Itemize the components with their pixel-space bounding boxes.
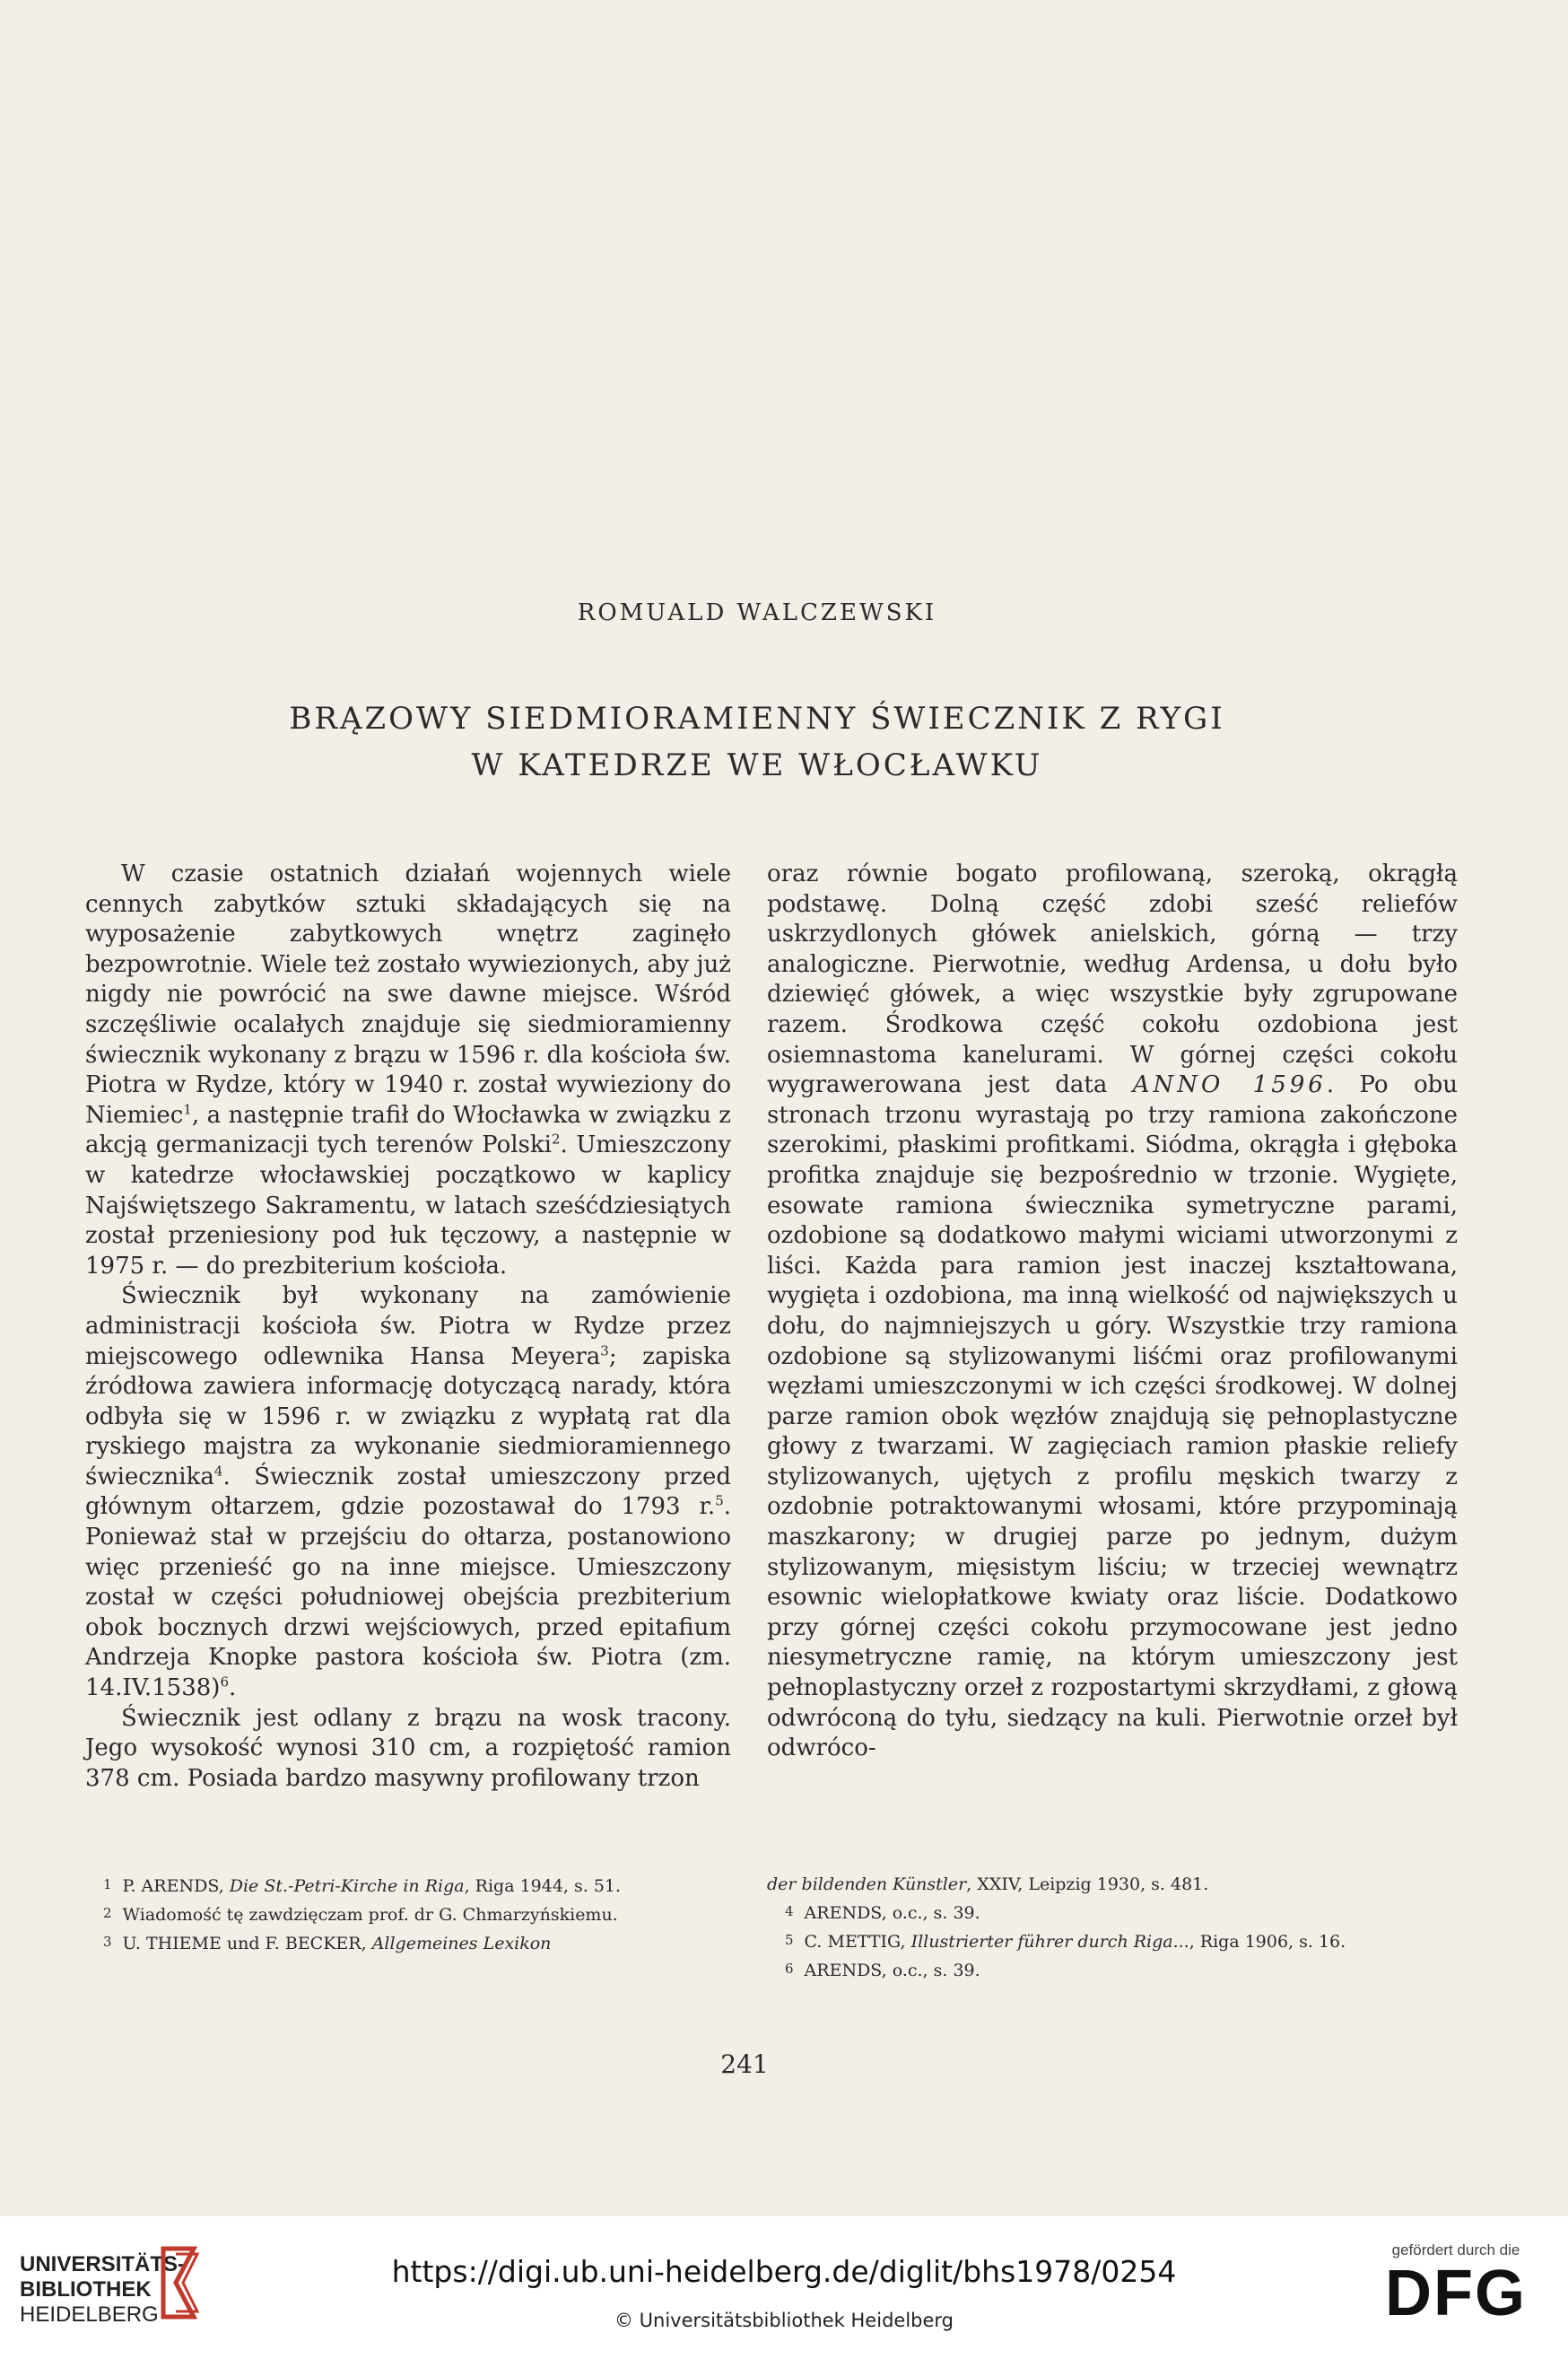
title-line-1: BRĄZOWY SIEDMIORAMIENNY ŚWIECZNIK Z RYGI <box>289 701 1225 737</box>
footnote-ref: 2 <box>551 1131 561 1148</box>
footnotes-left <box>85 1871 731 1957</box>
page-number: 241 <box>720 2049 769 2079</box>
footnote: der bildenden Künstler, XXIV, Leipzig 1930, s. 481. <box>767 1874 1209 1894</box>
footnotes-right <box>767 1871 1458 1984</box>
footnote: 2 Wiadomość tę zawdzięczam prof. dr G. Chmarzyńskiemu. <box>103 1905 618 1925</box>
title-line-2: W KATEDRZE WE WŁOCŁAWKU <box>471 747 1043 783</box>
footnote: 4 ARENDS, o.c., s. 39. <box>785 1903 980 1923</box>
copyright-notice: © Universitätsbibliothek Heidelberg <box>614 2310 954 2331</box>
footnote-ref: 5 <box>715 1492 724 1509</box>
author-name: ROMUALD WALCZEWSKI <box>577 599 937 626</box>
dfg-wordmark: DFG <box>1385 2258 1527 2329</box>
paragraph: W czasie ostatnich działań wojennych wiele cennych zabytków sztuki składających się na wyposażenie zabytkowych wnętrz zaginęło bezpowrotnie. Wiele też zostało wywiezionych, aby już nigdy nie powrócić na swe dawne miejsce. Wśród szczęśliwie ocalałych znajduje się siedmioramienny świecznik wykonany z brązu w 1596 r. dla kościoła św. Piotra w Rydze, który w 1940 r. został wywieziony do Niemiec$^1$, a następnie trafił do Włocławka w związku z akcją germanizacji tych terenów Polski$^2$. Umieszczony w katedrze włocławskiej początkowo w kaplicy Najświętszego Sakramentu, w latach sześćdziesiątych został przeniesiony pod łuk tęczowy, a następnie w 1975 r. — do prezbiterium kościoła. <box>85 861 732 1280</box>
footnote-ref: 4 <box>213 1463 223 1480</box>
footnote: 3 U. THIEME und F. BECKER, Allgemeines Lexikon <box>103 1934 552 1953</box>
article-title <box>0 695 1514 789</box>
footnote: 6 ARENDS, o.c., s. 39. <box>785 1961 980 1980</box>
library-name-line: BIBLIOTHEK <box>20 2277 152 2302</box>
paragraph: Świecznik był wykonany na zamówienie administracji kościoła św. Piotra w Rydze przez miejscowego odlewnika Hansa Meyera$^3$; zapiska źródłowa zawiera informację dotyczącą narady, która odbyła się w 1596 r. w związku z wypłatą rat dla ryskiego majstra za wykonanie siedmioramiennego świecznika$^4$. Świecznik został umieszczony przed głównym ołtarzem, gdzie pozostawał do 1793 r.$^5$. Ponieważ stał w przejściu do ołtarza, postanowiono więc przenieść go na inne miejsce. Umieszczony został w części południowej obejścia prezbiterium obok bocznych drzwi wejściowych, przed epitafium Andrzeja Knopke pastora kościoła św. Piotra (zm. 14.IV.1538)$^6$. <box>85 1282 731 1702</box>
footnote-ref: 1 <box>183 1101 192 1118</box>
library-name-line: HEIDELBERG <box>20 2302 159 2327</box>
right-column <box>767 860 1458 1764</box>
footnote-ref: 6 <box>220 1673 229 1691</box>
date-inscription: ANNO 1596 <box>1132 1071 1327 1099</box>
dfg-logo <box>1380 2241 1532 2328</box>
footnote-ref: 3 <box>600 1341 609 1359</box>
footnote: 5 C. METTIG, Illustrierter führer durch Riga..., Riga 1906, s. 16. <box>785 1932 1346 1952</box>
funded-by-label: gefördert durch die <box>1391 2241 1520 2259</box>
library-name-line: UNIVERSITÄTS- <box>20 2252 186 2276</box>
paragraph: oraz równie bogato profilowaną, szeroką, okrągłą podstawę. Dolną część zdobi sześć reliefów uskrzydlonych główek anielskich, górną — trzy analogiczne. Pierwotnie, według Ardensa, u dołu było dziewięć główek, a więc wszystkie były zgrupowane razem. Środkowa część cokołu ozdobiona jest osiemnastoma kanelurami. W górnej części cokołu wygrawerowana jest data ANNO 1596. Po obu stronach trzonu wyrastają po trzy ramiona zakończone szerokimi, płaskimi profitkami. Siódma, okrągła i głęboka profitka znajduje się bezpośrednio w trzonie. Wygięte, esowate ramiona świecznika symetryczne parami, ozdobione są dodatkowo małymi wiciami utworzonymi z liści. Każda para ramion jest inaczej kształtowana, wygięta i ozdobiona, ma inną wielkość od największych u dołu, do najmniejszych u góry. Wszystkie trzy ramiona ozdobione są stylizowanymi liśćmi oraz profilowanymi węzłami umieszczonymi w ich części środkowej. W dolnej parze ramion obok węzłów znajdują się pełnoplastyczne głowy z twarzami. W zagięciach ramion płaskie reliefy stylizowanych, ujętych z profilu męskich twarzy z ozdobnie potraktowanymi włosami, które przypominają maszkarony; w drugiej parze po jednym, dużym stylizowanym, mięsistym liściu; w trzeciej wewnątrz esownic wielopłatkowe kwiaty oraz liście. Dodatkowo przy górnej części cokołu przymocowane jest jedno niesymetryczne ramię, na którym umieszczony jest pełnoplastyczny orzeł z rozpostartymi skrzydłami, z głową odwróconą do tyłu, siedzący na kuli. Pierwotnie orzeł był odwróco- <box>767 861 1458 1762</box>
left-column <box>85 860 731 1794</box>
footnote: 1 P. ARENDS, Die St.-Petri-Kirche in Riga, Riga 1944, s. 51. <box>103 1876 622 1896</box>
paragraph: Świecznik jest odlany z brązu na wosk tracony. Jego wysokość wynosi 310 cm, a rozpiętość ramion 378 cm. Posiada bardzo masywny profilowany trzon <box>85 1704 731 1792</box>
footer-bar <box>0 2216 1568 2359</box>
document-url-link[interactable]: https://digi.ub.uni-heidelberg.de/diglit/bhs1978/0254 <box>391 2254 1177 2289</box>
